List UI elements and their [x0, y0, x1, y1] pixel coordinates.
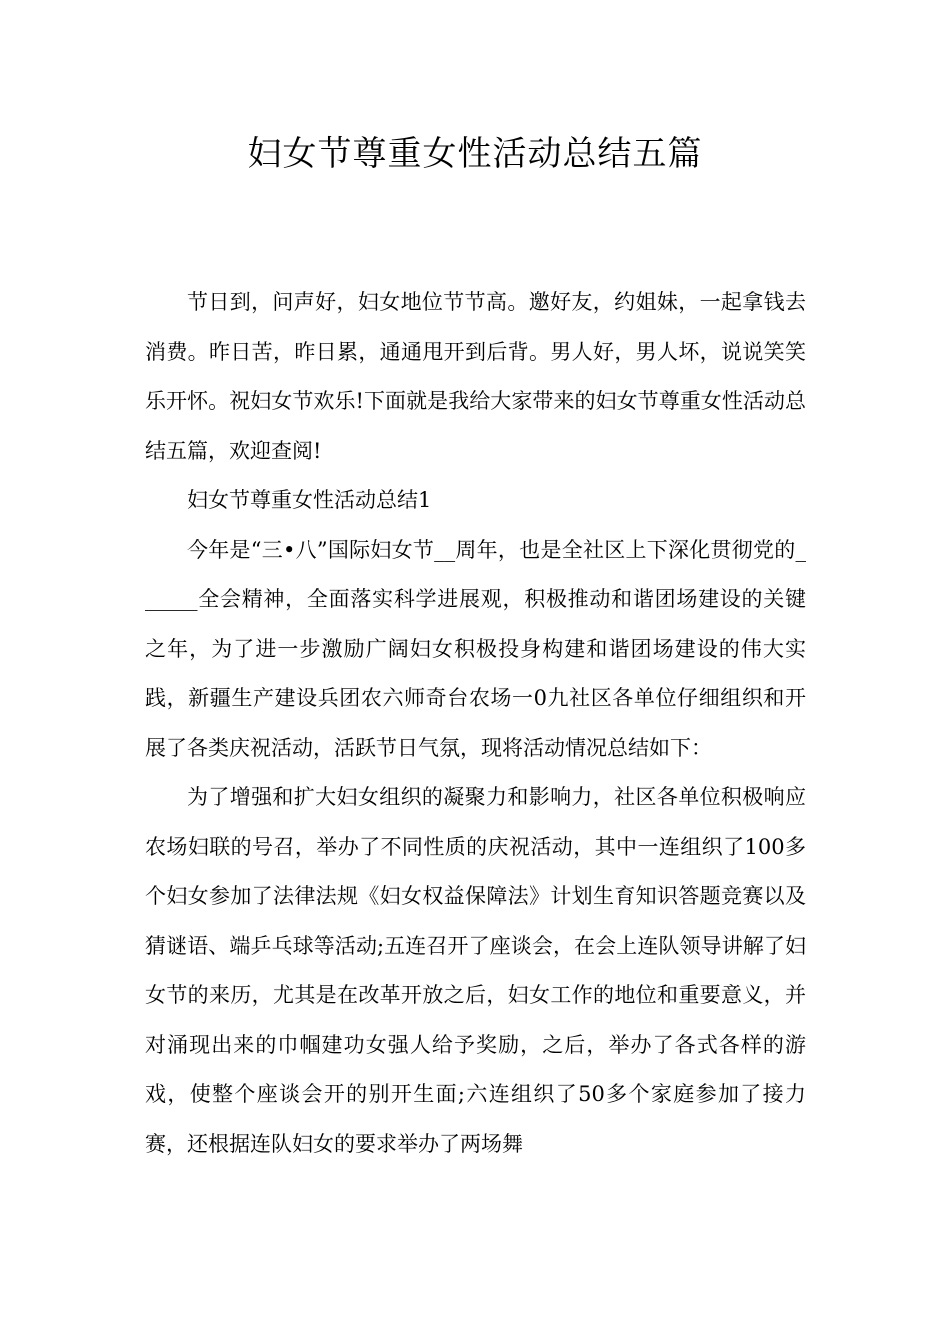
document-title: 妇女节尊重女性活动总结五篇 — [247, 134, 703, 174]
intro-paragraph: 节日到，问声好，妇女地位节节高。邀好友，约姐妹，一起拿钱去消费。昨日苦，昨日累，通通甩开到后背。男人好，男人坏，说说笑笑乐开怀。祝妇女节欢乐!下面就是我给大家带来的妇女节尊重女性活动总结五篇，欢迎查阅! — [145, 290, 806, 463]
section-heading: 妇女节尊重女性活动总结1 — [187, 488, 432, 512]
body-paragraph: 为了增强和扩大妇女组织的凝聚力和影响力，社区各单位积极响应农场妇联的号召，举办了不同性质的庆祝活动，其中一连组织了100多个妇女参加了法律法规《妇女权益保障法》计划生育知识答题竞赛以及猜谜语、端乒乓球等活动;五连召开了座谈会，在会上连队领导讲解了妇女节的来历，尤其是在改革开放之后，妇女工作的地位和重要意义，并对涌现出来的巾帼建功女强人给予奖励，之后，举办了各式各样的游戏，使整个座谈会开的别开生面;六连组织了50多个家庭参加了接力赛，还根据连队妇女的要求举办了两场舞 — [145, 785, 806, 1156]
body-paragraph: 今年是“三•八”国际妇女节__周年，也是全社区上下深化贯彻党的______全会精神，全面落实科学进展观，积极推动和谐团场建设的关键之年，为了进一步激励广阔妇女积极投身构建和谐团场建设的伟大实践，新疆生产建设兵团农六师奇台农场一0九社区各单位仔细组织和开展了各类庆祝活动，活跃节日气氛，现将活动情况总结如下： — [145, 537, 806, 760]
document-body — [145, 278, 806, 1169]
